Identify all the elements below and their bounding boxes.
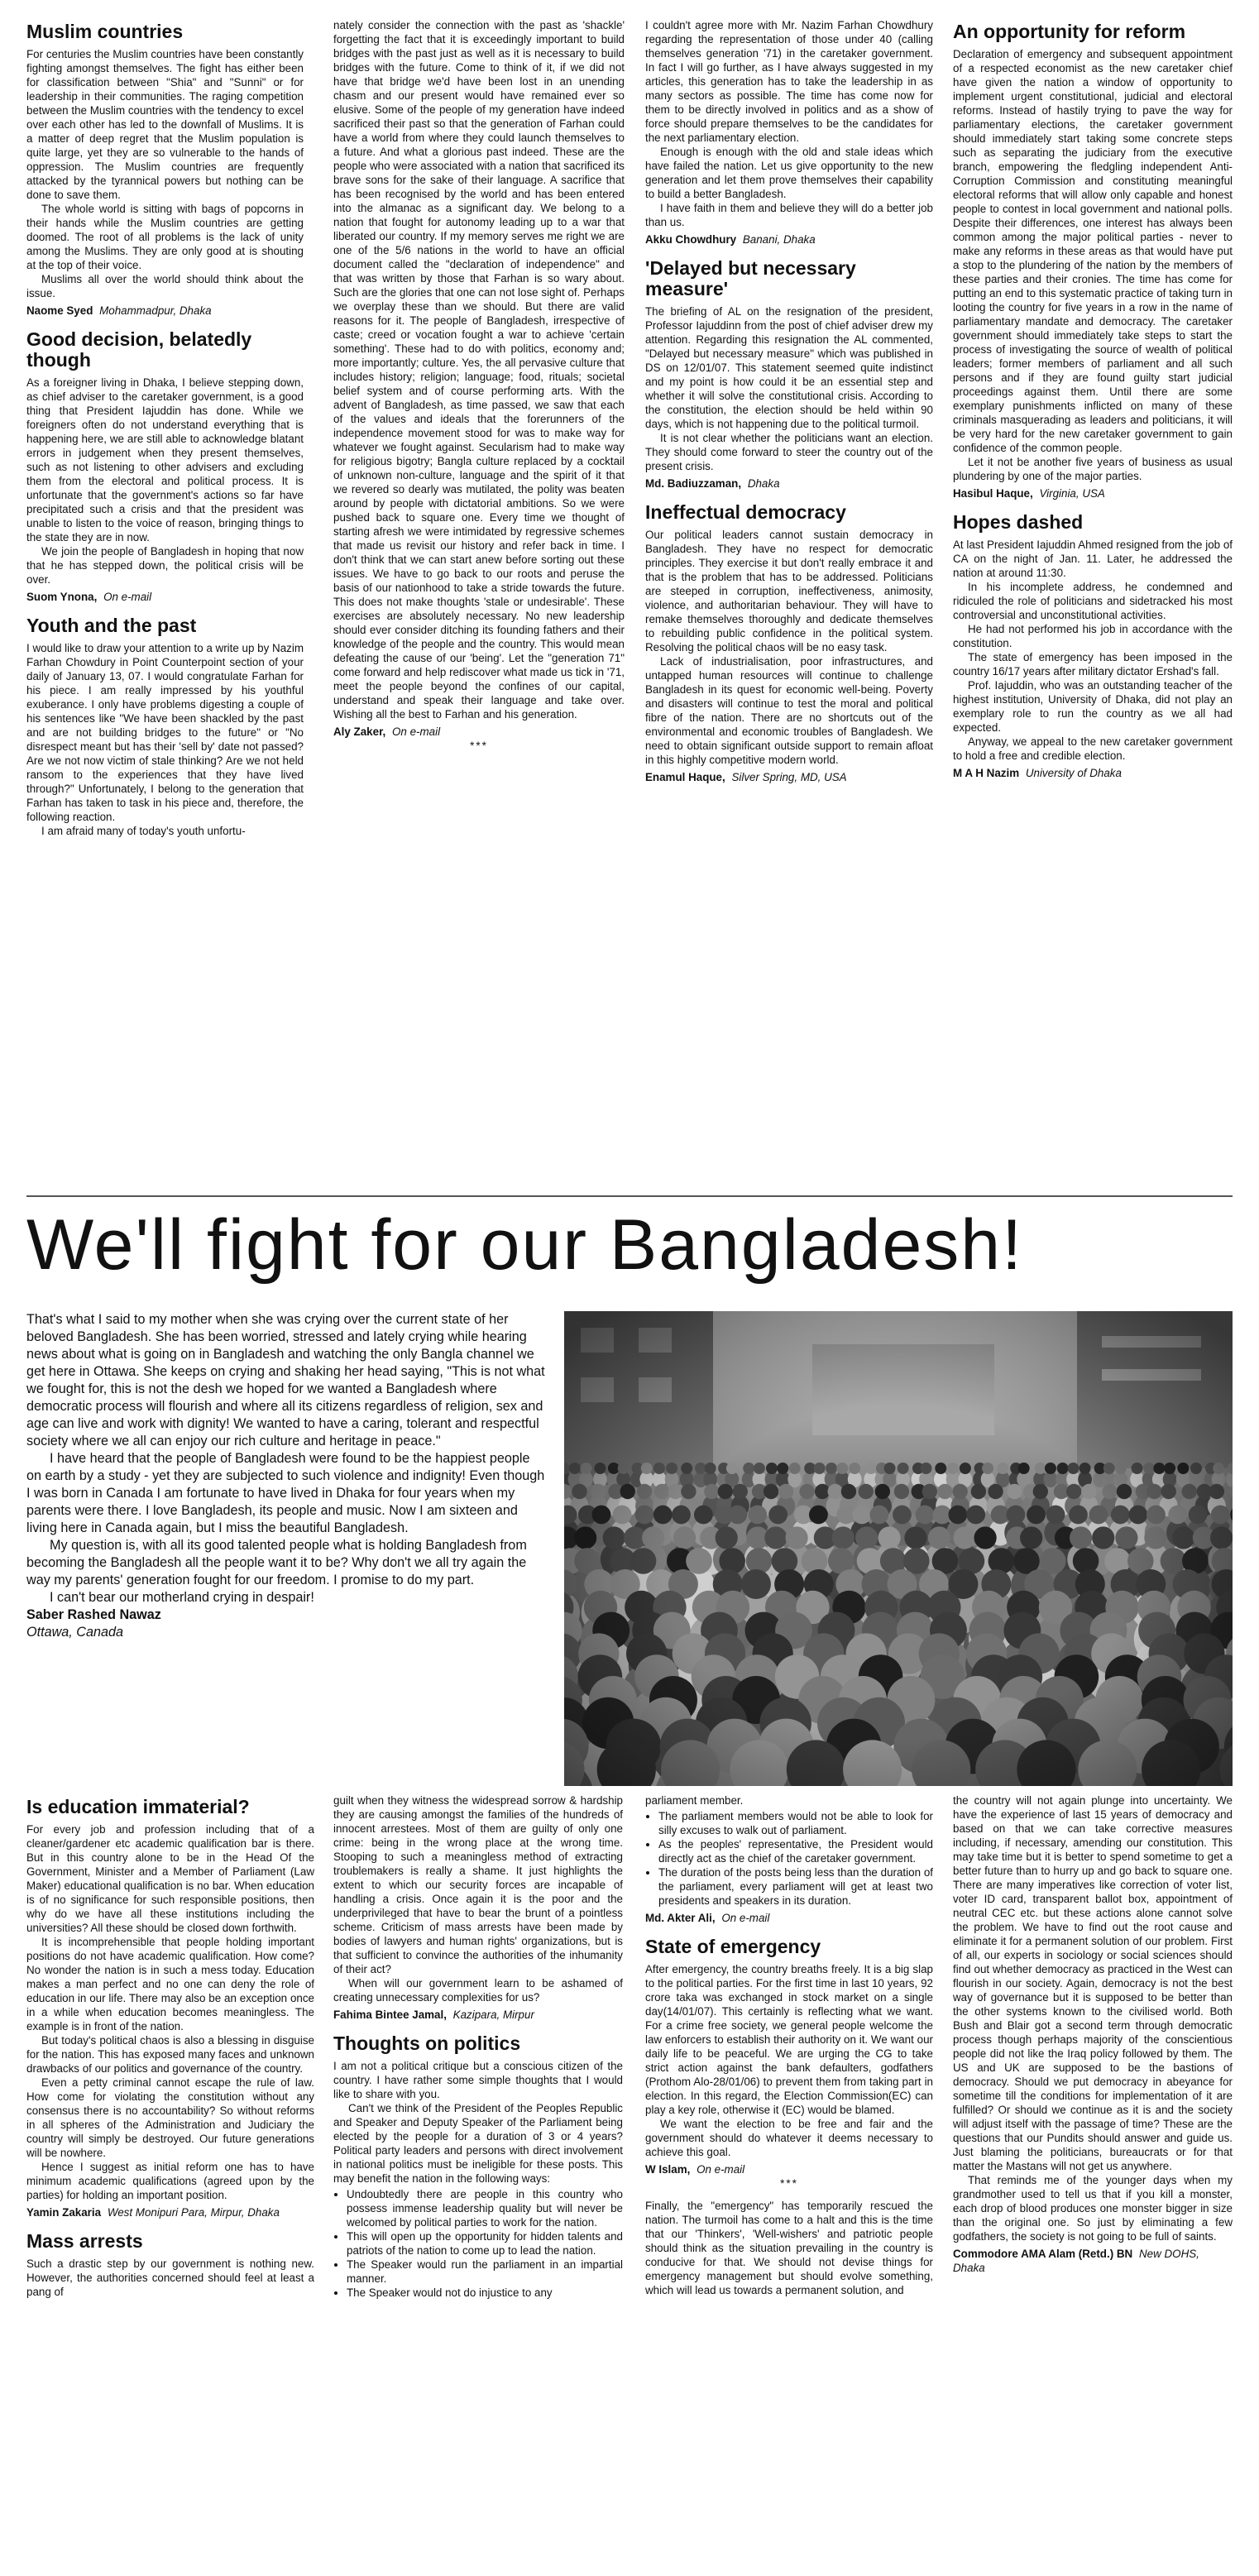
letter-paragraph: We join the people of Bangladesh in hoping that now that he has stepped down, the political crisis will be over. (26, 545, 304, 586)
letter-paragraph: I would like to draw your attention to a write up by Nazim Farhan Chowdury in Point Counterpoint section of your daily of January 13, 07. I would congratulate Farhan for his piece. I am really impressed by his youthful exuberance. I only have problems digesting a couple of his sentences like "We have been shackled by the past and are not building bridges to the future" or "No disrespect meant but has their 'sell by' date not passed? Are we not now victim of stale thinking? Are we not held ransom to the experiences that they have lived through?" Unfortunately, I belong to the generation that Farhan has taken to task in his piece and, therefore, the following reaction. (26, 642, 304, 823)
bullet-item: • This will open up the opportunity for hidden talents and patriots of the nation to come up to lead the nation. (347, 2229, 623, 2258)
letter-paragraph: After emergency, the country breaths freely. It is a big slap to the political parties. For the first time in last 10 years, 92 crore taka was exchanged in stock market on a single day(14/01/07). This certainly is reflecting what we want. For a crime free society, we general people welcome the law enforcers to establish their authority on it. We want our daily life to be peaceful. We are urging the CG to take strict action against the bank defaulters, godfathers (Prothom Alo-28/01/06) to prevent them from taking part in election. In this regard, the Election Commission(EC) can play a key role, otherwise it (EC) would be blamed. (645, 1963, 933, 2116)
bullet-item: • The Speaker would not do injustice to any (347, 2286, 623, 2300)
letter-paragraph: Let it not be another five years of business as usual plundering by one of the major parties. (953, 456, 1233, 482)
bottom-column-1 (26, 1793, 314, 2571)
letter-paragraph: Even a petty criminal cannot escape the rule of law. How come for violating the constitution without any consensus there is no accountability? So without reforms in all spheres of the Administration and Judiciary the country will simply be destroyed. Our future generations will be nowhere. (26, 2076, 314, 2159)
letter-paragraph: I am not a political critique but a conscious citizen of the country. I have rather some simple thoughts that I would like to share with you. (333, 2060, 623, 2100)
author-location: University of Dhaka (1025, 767, 1122, 779)
author-name: W Islam, On e-mail (645, 2163, 745, 2176)
letter-paragraph: Our political leaders cannot sustain democracy in Bangladesh. They have no respect for democratic principles. They exercise it but don't really embrace it and that is the problem that has to be addressed. Politicians are steeped in corruption, ineffectiveness, animosity, violence, and authoritarian behaviour. They will have to remake themselves thoroughly and dedicate themselves to rebuilding public confidence in the political system. Resolving the political chaos will be no easy task. (645, 529, 933, 654)
letter-title: Youth and the past (26, 615, 197, 636)
author-name: Hasibul Haque, Virginia, USA (953, 487, 1105, 500)
letter-paragraph: In his incomplete address, he condemned and ridiculed the role of politicians and sidetracked his most controversial and unconstitutional activities. (953, 581, 1233, 621)
separator-stars: *** (780, 2177, 798, 2190)
letter-paragraph: That reminds me of the younger days when my grandmother used to tell us that if you kill a monster, each drop of blood produces one monster bigger in size than the original one. So just by eliminating a few godfathers, the society is not going to be full of saints. (953, 2174, 1233, 2243)
letter-title: 'Delayed but necessary measure' (645, 257, 856, 299)
feature-author: Saber Rashed Nawaz (26, 1607, 161, 1622)
bullet-list (333, 2187, 623, 2300)
letter-title: Ineffectual democracy (645, 501, 846, 523)
author-location: On e-mail (103, 591, 152, 603)
author-location: West Monipuri Para, Mirpur, Dhaka (107, 2206, 280, 2219)
letter-title: An opportunity for reform (953, 21, 1186, 42)
author-location: Dhaka (747, 477, 780, 490)
letter-paragraph: Hence I suggest as initial reform one has to have minimum academic qualifications (agreed upon by the parties) for holding an important position. (26, 2161, 314, 2201)
bullet-item: • As the peoples' representative, the President would directly act as the chief of the caretaker government. (658, 1837, 933, 1865)
author-location: Mohammadpur, Dhaka (99, 304, 212, 317)
letter-paragraph: parliament member. (645, 1794, 744, 1807)
separator-stars: *** (470, 740, 488, 752)
top-column-4 (953, 18, 1233, 1185)
feature-paragraph: My question is, with all its good talented people what is holding Bangladesh from becoming the Bangladesh all the people want it to be? Why don't we all try again the way my parents' generation fought for our freedom. I promise to do my part. (26, 1538, 527, 1587)
feature-paragraph: That's what I said to my mother when she was crying over the current state of her beloved Bangladesh. She has been worried, stressed and lately crying while hearing news about what is going on in Bangladesh and watching the only Bangla channel we get here in Ottawa. She keeps on crying and shaking her head saying, "This is not what we fought for, this is not the desh we hoped for we wanted a Bangladesh where democratic process will flourish and where all its citizens regardless of religion, sex and age can live and work with dignity! We wanted to have a caring, tolerant and respectful society where we all can enjoy our rich culture and heritage in peace." (26, 1312, 545, 1448)
feature-author-location: Ottawa, Canada (26, 1625, 123, 1640)
top-column-1 (26, 18, 304, 1185)
letter-paragraph: the country will not again plunge into uncertainty. We have the experience of last 15 years of democracy and based on that we can take corrective measures including, if necessary, amending our constitution. This may take time but it is better to spend sometime to get a better future than to hurry up and go back to square one. There are many imperatives like correction of voter list, voter ID card, transparent ballot box, appointment of neutral CEC etc. but these actions alone cannot solve the problem. We have to find out the root cause and eliminate it for a permanent solution of our problem. First of all, our experts in sociology or social sciences should find out whether democracy as practiced in the West can flourish in our society. Again, democracy is not the best way of governance but it is supposed to be better than the other systems known to the civilised world. Both Bush and Blair got a second term through democratic process though perhaps majority of the conscientious people did not like the Iraq policy followed by them. The US and UK are supposed to be the bastions of democracy. Should we put democracy in abeyance for sometime till the conditions for implementation of it are fulfilled? Or should we continue as it is and the society will adjust itself with the passage of time? These are the questions that our Pundits should answer and guide us. Just blaming the politicians, bureaucrats or for that matter the Mastans will not get us anywhere. (953, 1794, 1233, 2172)
letter-paragraph: It is incomprehensible that people holding important positions do not have academic qualification. How come? No wonder the nation is in such a mess today. Education makes a man perfect and no one can deny the role of education in our life. There may also be an exception once in a while when education becomes meaningless. The example is in front of the nation. (26, 1936, 314, 2033)
author-name: Md. Badiuzzaman, Dhaka (645, 477, 780, 490)
letter-paragraph: For every job and profession including that of a cleaner/gardener etc academic qualification bar is there. But in this country alone to be in the Head Of the Government, Minister and a Member of Parliament (Law Maker) educational qualification is no bar. When education is of no significance for such responsible positions, then why do we have all these institutions including the universities? All these should be closed down forthwith. (26, 1823, 314, 1934)
letter-paragraph: Finally, the "emergency" has temporarily rescued the nation. The turmoil has come to a halt and this is the time that our 'Thinkers', 'Well-wishers' and patriotic people should think as the situation prevailing in the country is conducive for that. We should not devise things for emergency management but should evolve something, which will lead us towards a permanent solution, and (645, 2200, 933, 2296)
letter-paragraph: For centuries the Muslim countries have been constantly fighting amongst themselves. The fight has either been for classification between "Shia" and "Sunni" or for leadership in their communities. The raging competition between the Muslim countries with the tendency to excel over each other has led to the downfall of Muslims. It is a matter of deep regret that the Muslim population is quite large, yet they are so vulnerable to the hands of oppression. The Muslim countries are frequently attacked by the tyrannical powers but nothing can be done to save them. (26, 48, 304, 201)
bullet-list (645, 1809, 933, 1908)
author-name: Akku Chowdhury Banani, Dhaka (645, 233, 816, 246)
letter-title: Good decision, belatedly though (26, 328, 252, 371)
letter-paragraph: As a foreigner living in Dhaka, I believe stepping down, as chief adviser to the caretaker government, is a good thing that President Iajuddin has done. While we foreigners often do not understand everything that is happening here, we are still able to acknowledge blatant errors in judgement when they present themselves, such as not listening to other advisers and excluding them from the electoral and political process. It is unfortunate that the government's actions so far have precipitated such a crisis and that the president was unable to listen to the voice of reason, bringing things to the state they are in now. (26, 376, 304, 543)
author-name: M A H Nazim University of Dhaka (953, 767, 1122, 779)
author-location: New DOHS, Dhaka (953, 2248, 1199, 2274)
section-divider (26, 1195, 1233, 1197)
bullet-item: • Undoubtedly there are people in this country who possess immense leadership quality but will never be welcomed by political parties to work for the nation. (347, 2187, 623, 2229)
top-column-3 (645, 18, 933, 1185)
letter-paragraph: Lack of industrialisation, poor infrastructures, and untapped human resources will continue to challenge Bangladesh in its quest for economic well-being. Poverty and disasters will continue to test the moral and political fibre of the nation. There are no shortcuts out of the environmental and economic troubles of Bangladesh. We need to obtain significant outside support to remain afloat in this highly competitive modern world. (645, 655, 933, 766)
protest-crowd-photo (564, 1311, 1233, 1786)
letter-paragraph: We want the election to be free and fair and the government should do whatever it deems necessary to achieve this goal. (645, 2118, 933, 2158)
bottom-column-2 (333, 1793, 623, 2571)
author-location: On e-mail (392, 725, 441, 738)
bottom-column-4 (953, 1793, 1233, 2571)
letter-paragraph: When will our government learn to be ashamed of creating unnecessary complexities for us? (333, 1977, 623, 2004)
author-name: Aly Zaker, On e-mail (333, 725, 441, 738)
bullet-item: • The Speaker would run the parliament in an impartial manner. (347, 2258, 623, 2286)
bullet-item: • The parliament members would not be able to look for silly excuses to walk out of parliament. (658, 1809, 933, 1837)
letter-paragraph: Can't we think of the President of the Peoples Republic and Speaker and Deputy Speaker of the Parliament being elected by the people for a duration of 3 or 4 years? Political party leaders and persons with direct involvement in national politics must be ineligible for these posts. This may benefit the nation in the following ways: (333, 2102, 623, 2185)
author-location: On e-mail (697, 2163, 745, 2176)
letter-paragraph: The briefing of AL on the resignation of the president, Professor Iajuddinn from the post of chief adviser drew my attention. Regarding this resignation the AL commented, "Delayed but necessary measure" which was published in DS on 12/01/07. This statement seemed quite indistinct and my point is how could it be an essential step and whether it will solve the constitutional crisis. According to the constitution, the election should be held within 90 days, which is not happening due to the political turmoil. (645, 305, 933, 430)
feature-letter (26, 1311, 548, 1641)
letter-paragraph: nately consider the connection with the past as 'shackle' forgetting the fact that it is exceedingly important to build bridges with the past just as well as it is necessary to build bridges with the future. Come to think of it, if we did not have that bridge we'd have been lost in an unending chasm and our present would have remained ever so elusive. Some of the people of my generation have indeed sacrificed their past so that the generation of Farhan could have a world from where they could launch themselves to a future. And what a glorious past indeed. These are the people who were associated with a nation that sacrificed its brave sons for the sake of their language. A sacrifice that has been recognised by the world and has been entered into the almanac as a significant day. We belong to a nation that fought for autonomy leading up to a war that liberated our country. If my memory serves me right we are one of the 5/6 nations in the world to have an official document called the "declaration of independence" and that was written by those that Farhan is so wary about. Such are the glories that one can not lose sight of. Perhaps we overplay these than we should. But there are valid reasons for it. The people of Bangladesh, irrespective of caste; creed or vocation fought a war to achieve 'certain something'. These had to do with politics, economy and; more importantly; culture. Yes, the all pervasive culture that includes history; religion; language; food, rituals; societal belief system and of course performing arts. With the advent of Bangladesh, as time passed, we saw that each of the values and ideals that the forerunners of the independence movement stood for was to make way for whatever we fought against. Secularism had to make way for religious bigotry; Bangla culture replaced by a cocktail of unknown non-culture, language and the spirit of it that we revered so dearly was mutilated, the polity was beaten around by people with dictatorial ambitions. So we were pushed back to square one. Every time we thought of starting afresh we were intimidated by regressive schemes that made us revisit our history and refer back in time. I don't think that we can start anew before sorting out these issues. We have to go back to our roots and peruse the basis of our nationhood to take a stride towards the future. This does not make thoughts 'stale or undesirable'. These exercises are absolutely necessary. No new leadership should ever consider ditching its founding fathers and their knowledge of the people and the country. This would mean defeating the cause of our 'being'. Let the "generation 71" come forward and help rediscover what made us tick in '71, meet the people beyond the confines of our capital, understand and speak their language and take over. Wishing all the best to Farhan and his generation. (333, 19, 625, 721)
letter-paragraph: guilt when they witness the widespread sorrow & hardship they are causing amongst the families of the hundreds of innocent arrestees. Most of them are guilty of only one crime: being in the wrong place at the wrong time. Stooping to such a meaningless method of extracting troublemakers is really a shame. It just highlights the extent to which our security forces are incapable of handling a crisis. Once again it is the poor and the underprivileged that have to bear the brunt of a pointless scheme. Criticism of mass arrests have been made by bodies of lawyers and human rights' organizations, but is that sufficient to convince the authorities of the inhumanity of their act? (333, 1794, 623, 1975)
letter-paragraph: Prof. Iajuddin, who was an outstanding teacher of the highest institution, University of Dhaka, did not play an exemplary role to run the country as we all had expected. (953, 679, 1233, 734)
feature-paragraph: I have heard that the people of Bangladesh were found to be the happiest people on earth by a study - yet they are subjected to such violence and indignity! Even though I was born in Canada I am fortunate to have lived in Dhaka for four years when my parents were there. I love Bangladesh, its people and music. Now I am sixteen and living here in Canada again, but I miss the beautiful Bangladesh. (26, 1451, 545, 1535)
letter-title: State of emergency (645, 1936, 821, 1957)
letter-paragraph: I couldn't agree more with Mr. Nazim Farhan Chowdhury regarding the representation of those under 40 (calling themselves generation '71) in the caretaker government. In fact I will go further, as I have always suggested in my articles, this generation has to take the leadership in as many sectors as possible. The time has come now for them to be directly involved in politics and as a show of force should prepare themselves to be the candidates for the next parliamentary election. (645, 19, 933, 144)
author-name: Fahima Bintee Jamal, Kazipara, Mirpur (333, 2009, 534, 2021)
letter-title: Muslim countries (26, 21, 184, 42)
letter-title: Mass arrests (26, 2230, 143, 2252)
letter-paragraph: Enough is enough with the old and stale ideas which have failed the nation. Let us give opportunity to the new generation and let them prove themselves their capability to build a better Bangladesh. (645, 146, 933, 200)
author-location: Banani, Dhaka (742, 233, 816, 246)
letter-paragraph: It is not clear whether the politicians want an election. They should come forward to steer the country out of the present crisis. (645, 432, 933, 472)
top-column-2 (333, 18, 625, 1185)
feature-paragraph: I can't bear our motherland crying in despair! (50, 1590, 314, 1605)
letter-paragraph: Muslims all over the world should think about the issue. (26, 273, 304, 299)
author-location: On e-mail (721, 1912, 770, 1924)
author-name: Suom Ynona, On e-mail (26, 591, 152, 603)
author-name: Naome Syed Mohammadpur, Dhaka (26, 304, 212, 317)
letter-paragraph: Such a drastic step by our government is nothing new. However, the authorities concerned should feel at least a pang of (26, 2258, 314, 2298)
author-location: Silver Spring, MD, USA (731, 771, 847, 783)
feature-headline: We'll fight for our Bangladesh! (26, 1205, 1024, 1285)
letter-title: Is education immaterial? (26, 1796, 250, 1817)
letter-paragraph: Declaration of emergency and subsequent appointment of a respected economist as the new caretaker chief have given the nation a window of opportunity to implement urgent constitutional, judicial and electoral reforms. Instead of hastily trying to pave the way for parliamentary elections, the caretaker government should immediately start taking some concrete steps such as separating the judiciary from the executive branch, empowering the fledgling independent Anti-Corruption Commission and constituting meaningful electoral reforms that will allow only capable and honest people to contest in local government and national polls. Despite their differences, one interest has always been common among the major political parties - never to make any reforms in these areas as that would have put a stop to the plundering of the nation by the members of these parties and their cronies. The time has come for putting an end to this systematic practice of taking turn in looting the country for five years in a row in the name of parliamentary mandate and democracy. The caretaker government should immediately take steps to start the process of investigating the source of wealth of political leaders; former members of parliament and all such persons and if they are found guilty start judicial proceedings against them. Until there are some exemplary punishments inflicted on many of these criminals masquerading as leaders and politicians, it will be very hard for the new caretaker government to gain confidence of the common people. (953, 48, 1233, 454)
author-name: Commodore AMA Alam (Retd.) BN New DOHS, Dhaka (953, 2248, 1199, 2274)
author-name: Yamin Zakaria West Monipuri Para, Mirpur, Dhaka (26, 2206, 280, 2219)
author-location: Virginia, USA (1039, 487, 1105, 500)
author-name: Md. Akter Ali, On e-mail (645, 1912, 770, 1924)
letter-paragraph: The state of emergency has been imposed in the country 16/17 years after military dictator Ershad's fall. (953, 651, 1233, 678)
letter-paragraph: I am afraid many of today's youth unfortu- (41, 825, 246, 837)
letter-paragraph: He had not performed his job in accordance with the constitution. (953, 623, 1233, 649)
letter-paragraph: At last President Iajuddin Ahmed resigned from the job of CA on the night of Jan. 11. Later, he addressed the nation at around 11:30. (953, 539, 1233, 579)
letter-paragraph: Anyway, we appeal to the new caretaker government to hold a free and credible election. (953, 735, 1233, 762)
letter-paragraph: I have faith in them and believe they will do a better job than us. (645, 202, 933, 228)
letter-paragraph: The whole world is sitting with bags of popcorns in their hands while the Muslim countries are getting doomed. The root of all problems is the lack of unity among the Muslims. They are only good at is shouting at the top of their voice. (26, 203, 304, 271)
author-name: Enamul Haque, Silver Spring, MD, USA (645, 771, 847, 783)
author-location: Kazipara, Mirpur (452, 2009, 534, 2021)
crowd-illustration (564, 1311, 1233, 1786)
letter-paragraph: But today's political chaos is also a blessing in disguise for the nation. This has exposed many faces and unknown drawbacks of our politics and governance of the country. (26, 2034, 314, 2075)
bottom-column-3 (645, 1793, 933, 2571)
letter-title: Hopes dashed (953, 511, 1084, 533)
bullet-item: • The duration of the posts being less than the duration of the parliament, every parliament will get at least two presidents and speakers in its duration. (658, 1865, 933, 1908)
letter-title: Thoughts on politics (333, 2033, 521, 2054)
